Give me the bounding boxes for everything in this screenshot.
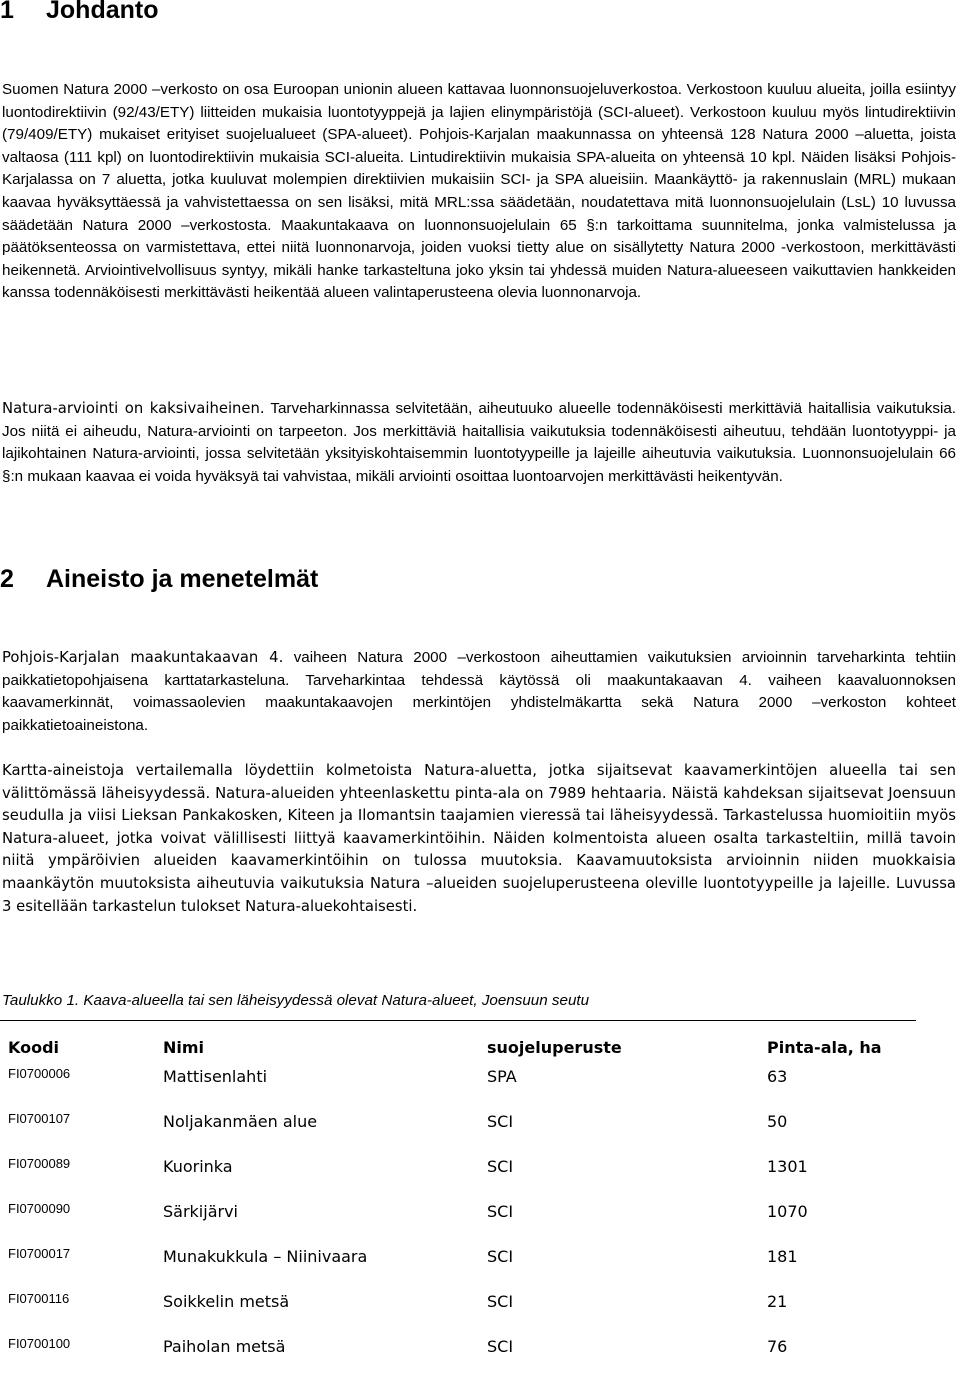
section-number: 2	[0, 565, 14, 593]
table-header-name: Nimi	[163, 1038, 205, 1057]
section-heading-johdanto	[0, 0, 159, 25]
section-title: Johdanto	[46, 0, 159, 24]
paragraph-natura-network	[2, 79, 956, 305]
cell-area: 1301	[767, 1157, 808, 1176]
cell-basis: SCI	[487, 1112, 514, 1131]
cell-basis: SPA	[487, 1067, 517, 1086]
paragraph-natura-assessment	[2, 398, 956, 488]
table-row	[0, 1336, 916, 1381]
table-row	[0, 1111, 916, 1156]
table-row	[0, 1291, 916, 1336]
cell-area: 21	[767, 1292, 788, 1311]
cell-basis: SCI	[487, 1337, 514, 1356]
cell-code: FI0700116	[8, 1291, 70, 1306]
cell-area: 1070	[767, 1202, 808, 1221]
cell-name: Mattisenlahti	[163, 1067, 268, 1086]
cell-name: Särkijärvi	[163, 1202, 238, 1221]
table-row	[0, 1156, 916, 1201]
section-heading-aineisto	[0, 565, 318, 594]
cell-area: 181	[767, 1247, 798, 1266]
cell-code: FI0700006	[8, 1066, 71, 1081]
paragraph-text: Suomen Natura 2000 –verkosto on osa Euroopan unionin alueen kattavaa luonnonsuojeluverkostoa. Verkostoon kuuluu alueita, joilla esiintyy luontodirektiivin (92/43/ETY) liitteiden mukaisia luontotyyppejä ja lajien elinympäristöjä (SCI-alueet). Verkostoon kuuluu myös lintudirektiivin (79/409/ETY) mukaiset erityiset suojelualueet (SPA-alueet). Pohjois-Karjalan maakunnassa on yhteensä 128 Natura 2000 –aluetta, joista valtaosa (111 kpl) on luontodirektiivin mukaisia SCI-alueita. Lintudirektiivin mukaisia SPA-alueita on yhteensä 10 kpl. Näiden lisäksi Pohjois-Karjalassa on 7 aluetta, jotka kuuluvat molempien direktiivien mukaisiin SCI- ja SPA alueisiin.	[2, 81, 956, 189]
paragraph-materials	[2, 647, 956, 737]
table-header-basis: suojeluperuste	[487, 1038, 622, 1057]
table-caption: Taulukko 1. Kaava-alueella tai sen läheisyydessä olevat Natura-alueet, Joensuun seutu	[2, 992, 590, 1009]
table-row	[0, 1066, 916, 1111]
table-header-code: Koodi	[8, 1038, 60, 1057]
cell-name: Noljakanmäen alue	[163, 1112, 318, 1131]
cell-basis: SCI	[487, 1157, 514, 1176]
table-header-area: Pinta-ala, ha	[767, 1038, 882, 1057]
cell-name: Munakukkula – Niinivaara	[163, 1247, 368, 1266]
caption-divider	[0, 1020, 916, 1021]
cell-basis: SCI	[487, 1247, 514, 1266]
cell-name: Kuorinka	[163, 1157, 233, 1176]
cell-code: FI0700089	[8, 1156, 71, 1171]
table-row	[0, 1246, 916, 1291]
paragraph-text: Natura-arviointi on kaksivaiheinen.	[2, 400, 265, 417]
paragraph-text: vaiheen Natura 2000 –verkostoon aiheuttamien vaikutuksien arvioinnin tarveharkinta tehtiin paikkatietopohjaisena karttatarkasteluna. Tarveharkintaa tehdessä käytössä oli maakuntakaavan 4. vaiheen kaavaluonnoksen kaavamerkinnät, voimassaolevien maakuntakaavojen merkintöjen yhdistelmäkartta sekä Natura 2000 –verkoston kohteet paikkatietoaineistona.	[2, 649, 957, 734]
paragraph-text: Maankäyttö- ja rakennuslain (MRL) mukaan kaavaa hyväksyttäessä ja vahvistettaessa on sen lisäksi, mitä MRL:ssa säädetään, noudatettava mitä luonnonsuojelulain (LsL) 10 luvussa säädetään Natura 2000 –verkostosta. Maakuntakaava on luonnonsuojelulain 65 §:n tarkoittama suunnitelma, jonka valmistelussa ja päätöksenteossa on varmistettava, ettei niitä luonnonarvoja, joiden vuoksi tietty alue on sisällytetty Natura 2000 -verkostoon, merkittävästi heikennetä. Arviointivelvollisuus syntyy, mikäli hanke tarkasteltuna joko yksin tai yhdessä muiden Natura-alueeseen vaikuttavien hankkeiden kanssa todennäköisesti merkittävästi heikentää alueen valintaperusteena olevia luonnonarvoja.	[2, 171, 956, 302]
cell-name: Paiholan metsä	[163, 1337, 286, 1356]
cell-code: FI0700107	[8, 1111, 71, 1126]
cell-basis: SCI	[487, 1202, 514, 1221]
cell-area: 50	[767, 1112, 788, 1131]
paragraph-text: Tarveharkinnassa selvitetään, aiheutuuko alueelle todennäköisesti merkittäviä haitallisia vaikutuksia. Jos niitä ei aiheudu, Natura-arviointi on tarpeeton. Jos merkittäviä haitallisia vaikutuksia todennäköisesti aiheutuu, tehdään luontotyyppi- ja lajikohtainen Natura-arviointi, jossa selvitetään yksityiskohtaisemmin luontotyypeille ja lajeille aiheutuvia vaikutuksia. Luonnonsuojelulain 66 §:n mukaan kaavaa ei voida hyväksyä tai vahvistaa, mikäli arviointi osoittaa luontoarvojen merkittävästi heikentyvän.	[2, 400, 956, 485]
cell-area: 63	[767, 1067, 788, 1086]
cell-area: 76	[767, 1337, 788, 1356]
table-row	[0, 1201, 916, 1246]
paragraph-map-comparison: Kartta-aineistoja vertailemalla löydettiin kolmetoista Natura-aluetta, jotka sijaitsevat kaavamerkintöjen alueella tai sen välittömässä läheisyydessä. Natura-alueiden yhteenlaskettu pinta-ala on 7989 hehtaaria. Näistä kahdeksan sijaitsevat Joensuun seudulla ja viisi Lieksan Pankakosken, Kiteen ja Ilomantsin taajamien vieressä tai läheisyydessä. Tarkastelussa huomioitiin myös Natura-alueet, jotka voivat välillisesti liittyä kaavamerkintöihin. Näiden kolmentoista alueen osalta tarkasteltiin, millä tavoin niitä ympäröivien alueiden kaavamerkintöihin on tulossa muutoksia. Kaavamuutoksista arvioinnin niiden muokkaisia maankäytön muutoksista aiheutuvia vaikutuksia Natura –alueiden suojeluperusteena oleville luontotyypeille ja lajeille. Luvussa 3 esitellään tarkastelun tulokset Natura-aluekohtaisesti.	[2, 762, 956, 915]
section-number: 1	[0, 0, 14, 24]
cell-basis: SCI	[487, 1292, 514, 1311]
cell-code: FI0700017	[8, 1246, 71, 1261]
cell-code: FI0700100	[8, 1336, 71, 1351]
cell-name: Soikkelin metsä	[163, 1292, 290, 1311]
paragraph-text: Pohjois-Karjalan maakuntakaavan 4.	[2, 649, 284, 666]
cell-code: FI0700090	[8, 1201, 71, 1216]
section-title: Aineisto ja menetelmät	[46, 565, 319, 593]
